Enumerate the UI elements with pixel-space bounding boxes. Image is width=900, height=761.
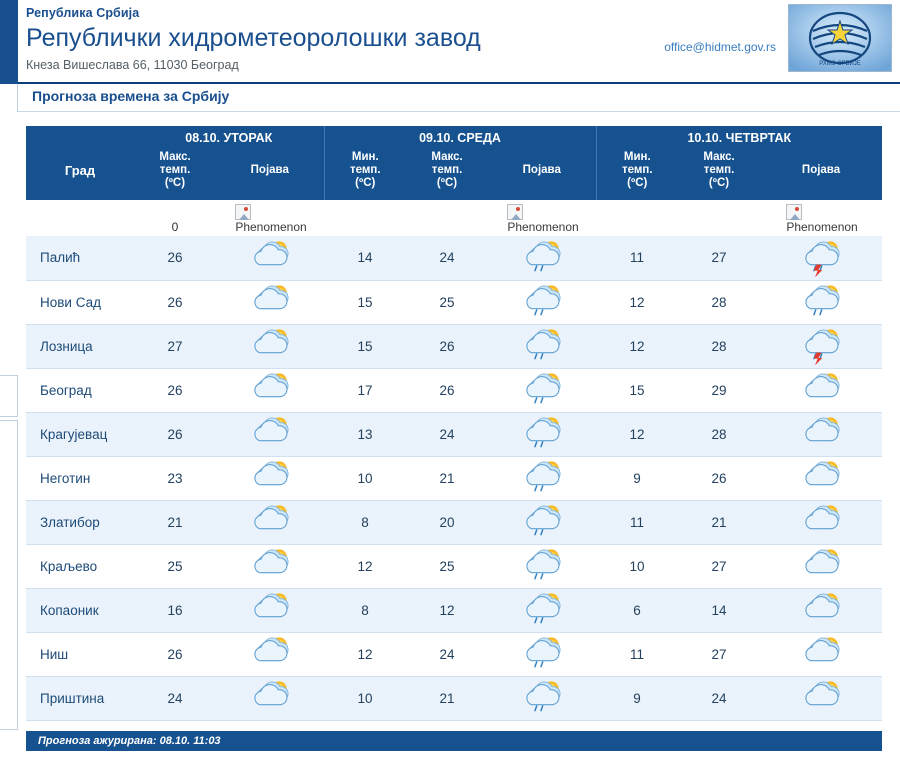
table-cell-d3-max: 26 xyxy=(678,456,760,500)
table-row xyxy=(26,500,882,544)
weather-icon-sun-behind-cloud-rain xyxy=(488,676,596,720)
table-cell-d1-max: 26 xyxy=(134,368,216,412)
col-header-d2-max: Макс. темп. (ºC) xyxy=(406,149,488,200)
col-header-d3-phenomenon: Појава xyxy=(760,149,882,200)
table-cell-d1-max: 26 xyxy=(134,632,216,676)
table-cell-d3-min: 12 xyxy=(596,324,678,368)
weather-icon-sun-behind-cloud xyxy=(760,368,882,412)
day-header-2: 09.10. СРЕДА xyxy=(324,126,596,149)
weather-icon-sun-behind-cloud-rain xyxy=(760,280,882,324)
col-header-d2-phenomenon: Појава xyxy=(488,149,596,200)
table-cell-d3-min: 9 xyxy=(596,676,678,720)
table-cell-city: Нови Сад xyxy=(26,280,134,324)
table-cell-d1-max: 24 xyxy=(134,676,216,720)
table-cell-d3-max: 28 xyxy=(678,412,760,456)
country-label: Република Србија xyxy=(26,6,140,20)
weather-icon-sun-behind-cloud xyxy=(760,456,882,500)
weather-icon-sun-behind-cloud xyxy=(216,544,324,588)
table-cell-d1-max: 27 xyxy=(134,324,216,368)
weather-icon-sun-behind-cloud xyxy=(760,544,882,588)
header-left-accent-bar xyxy=(0,0,18,84)
table-row xyxy=(26,676,882,720)
table-cell-city: Лозница xyxy=(26,324,134,368)
table-row xyxy=(26,324,882,368)
table-cell-d2-max: 12 xyxy=(406,588,488,632)
forecast-table xyxy=(26,126,882,721)
broken-image-icon xyxy=(235,204,251,220)
organization-name: Републички хидрометеоролошки завод xyxy=(26,24,481,52)
table-cell-city: Неготин xyxy=(26,456,134,500)
table-cell-d1-max: 23 xyxy=(134,456,216,500)
broken-image-alt-1: Phenomenon xyxy=(235,220,307,234)
table-cell-d1-max: 26 xyxy=(134,280,216,324)
table-row xyxy=(26,280,882,324)
table-cell-d2-max: 21 xyxy=(406,676,488,720)
col-header-d3-max: Макс. темп. (ºC) xyxy=(678,149,760,200)
weather-icon-sun-behind-cloud xyxy=(216,676,324,720)
page-title-bar xyxy=(0,84,900,112)
page-title: Прогноза времена за Србију xyxy=(32,88,230,104)
weather-icon-sun-behind-cloud xyxy=(216,588,324,632)
weather-icon-sun-behind-cloud xyxy=(216,412,324,456)
weather-icon-sun-behind-cloud xyxy=(760,588,882,632)
broken-row-city-cell xyxy=(26,200,134,236)
column-header-row xyxy=(26,149,882,200)
table-cell-d1-max: 25 xyxy=(134,544,216,588)
weather-icon-sun-behind-cloud-rain xyxy=(488,324,596,368)
contact-email[interactable]: office@hidmet.gov.rs xyxy=(664,40,776,54)
table-row xyxy=(26,544,882,588)
weather-icon-sun-behind-cloud xyxy=(216,500,324,544)
weather-icon-sun-behind-cloud-thunder xyxy=(760,236,882,280)
weather-icon-sun-behind-cloud-rain xyxy=(488,632,596,676)
day-header-3: 10.10. ЧЕТВРТАК xyxy=(596,126,882,149)
table-row xyxy=(26,632,882,676)
table-cell-d3-max: 28 xyxy=(678,280,760,324)
broken-image-icon xyxy=(507,204,523,220)
broken-image-d2 xyxy=(488,200,596,236)
broken-row-spacer-3 xyxy=(596,200,678,236)
table-cell-d3-max: 27 xyxy=(678,632,760,676)
weather-icon-sun-behind-cloud-rain xyxy=(488,236,596,280)
table-cell-city: Крагујевац xyxy=(26,412,134,456)
broken-image-icon xyxy=(786,204,802,220)
broken-row-spacer-4 xyxy=(678,200,760,236)
table-cell-d3-min: 12 xyxy=(596,280,678,324)
table-row xyxy=(26,236,882,280)
table-cell-d2-max: 25 xyxy=(406,544,488,588)
left-rail-top xyxy=(0,375,18,417)
broken-image-alt-2: Phenomenon xyxy=(507,220,579,234)
weather-icon-sun-behind-cloud-rain xyxy=(488,588,596,632)
table-cell-d3-max: 27 xyxy=(678,544,760,588)
zero-value-cell: 0 xyxy=(134,200,216,236)
col-header-d2-min: Мин. темп. (ºC) xyxy=(324,149,406,200)
table-cell-d2-min: 8 xyxy=(324,500,406,544)
table-cell-d2-min: 15 xyxy=(324,280,406,324)
weather-icon-sun-behind-cloud-rain xyxy=(488,544,596,588)
weather-icon-sun-behind-cloud xyxy=(760,500,882,544)
broken-image-row xyxy=(26,200,882,236)
table-cell-d2-max: 24 xyxy=(406,412,488,456)
weather-icon-sun-behind-cloud xyxy=(760,632,882,676)
table-row xyxy=(26,412,882,456)
page-bottom-margin xyxy=(0,752,900,761)
col-header-city: Град xyxy=(26,149,134,200)
broken-row-spacer-1 xyxy=(324,200,406,236)
table-cell-d3-max: 27 xyxy=(678,236,760,280)
table-cell-d3-min: 15 xyxy=(596,368,678,412)
table-cell-d1-max: 16 xyxy=(134,588,216,632)
weather-icon-sun-behind-cloud-rain xyxy=(488,456,596,500)
weather-icon-sun-behind-cloud-rain xyxy=(488,500,596,544)
table-cell-d3-min: 11 xyxy=(596,236,678,280)
table-cell-d2-max: 25 xyxy=(406,280,488,324)
header-text-block xyxy=(26,6,481,73)
table-cell-d1-max: 26 xyxy=(134,236,216,280)
broken-image-d3 xyxy=(760,200,882,236)
day-header-spacer xyxy=(26,126,134,149)
table-cell-d2-max: 24 xyxy=(406,632,488,676)
table-cell-d3-max: 21 xyxy=(678,500,760,544)
weather-icon-sun-behind-cloud-rain xyxy=(488,280,596,324)
weather-icon-sun-behind-cloud xyxy=(760,676,882,720)
table-cell-d2-min: 12 xyxy=(324,632,406,676)
weather-icon-sun-behind-cloud-thunder xyxy=(760,324,882,368)
table-cell-d1-max: 26 xyxy=(134,412,216,456)
table-cell-city: Палић xyxy=(26,236,134,280)
col-header-d1-max: Макс. темп. (ºC) xyxy=(134,149,216,200)
col-header-d1-phenomenon: Појава xyxy=(216,149,324,200)
weather-icon-sun-behind-cloud-rain xyxy=(488,412,596,456)
organization-address: Кнеза Вишеслава 66, 11030 Београд xyxy=(26,58,239,72)
rhmz-logo xyxy=(788,4,892,72)
broken-image-alt-3: Phenomenon xyxy=(786,220,858,234)
table-cell-city: Ниш xyxy=(26,632,134,676)
table-cell-city: Београд xyxy=(26,368,134,412)
weather-icon-sun-behind-cloud xyxy=(216,280,324,324)
table-cell-city: Приштина xyxy=(26,676,134,720)
forecast-table-body xyxy=(26,200,882,720)
table-cell-d2-max: 26 xyxy=(406,324,488,368)
table-cell-d3-min: 6 xyxy=(596,588,678,632)
table-cell-d3-min: 10 xyxy=(596,544,678,588)
table-cell-d1-max: 21 xyxy=(134,500,216,544)
table-cell-d3-min: 11 xyxy=(596,632,678,676)
table-cell-d3-max: 14 xyxy=(678,588,760,632)
title-left-edge xyxy=(0,84,18,112)
forecast-updated-bar: Прогноза ажурирана: 08.10. 11:03 xyxy=(26,731,882,751)
broken-image-d1 xyxy=(216,200,324,236)
table-cell-city: Копаоник xyxy=(26,588,134,632)
table-cell-city: Краљево xyxy=(26,544,134,588)
table-cell-d3-max: 24 xyxy=(678,676,760,720)
table-row xyxy=(26,456,882,500)
svg-text:РХМЗ СРБИЈЕ: РХМЗ СРБИЈЕ xyxy=(819,61,861,67)
table-cell-d2-min: 10 xyxy=(324,676,406,720)
table-cell-d2-min: 12 xyxy=(324,544,406,588)
table-cell-d2-min: 17 xyxy=(324,368,406,412)
table-cell-d2-min: 10 xyxy=(324,456,406,500)
table-cell-city: Златибор xyxy=(26,500,134,544)
col-header-d3-min: Мин. темп. (ºC) xyxy=(596,149,678,200)
day-header-1: 08.10. УТОРАК xyxy=(134,126,324,149)
table-cell-d2-max: 24 xyxy=(406,236,488,280)
table-cell-d2-min: 15 xyxy=(324,324,406,368)
broken-row-spacer-2 xyxy=(406,200,488,236)
table-cell-d3-min: 12 xyxy=(596,412,678,456)
weather-icon-sun-behind-cloud xyxy=(216,324,324,368)
left-rail-bottom xyxy=(0,420,18,730)
table-row xyxy=(26,588,882,632)
table-cell-d3-max: 28 xyxy=(678,324,760,368)
table-cell-d2-min: 14 xyxy=(324,236,406,280)
table-cell-d3-min: 9 xyxy=(596,456,678,500)
table-cell-d2-max: 21 xyxy=(406,456,488,500)
table-cell-d2-max: 26 xyxy=(406,368,488,412)
table-cell-d2-min: 13 xyxy=(324,412,406,456)
forecast-table-wrap xyxy=(26,126,882,721)
table-cell-d3-min: 11 xyxy=(596,500,678,544)
weather-icon-sun-behind-cloud xyxy=(216,632,324,676)
weather-icon-sun-behind-cloud-rain xyxy=(488,368,596,412)
site-header xyxy=(0,0,900,84)
table-cell-d2-min: 8 xyxy=(324,588,406,632)
table-row xyxy=(26,368,882,412)
weather-icon-sun-behind-cloud xyxy=(760,412,882,456)
weather-icon-sun-behind-cloud xyxy=(216,368,324,412)
day-header-row xyxy=(26,126,882,149)
table-cell-d3-max: 29 xyxy=(678,368,760,412)
table-cell-d2-max: 20 xyxy=(406,500,488,544)
weather-icon-sun-behind-cloud xyxy=(216,456,324,500)
weather-icon-sun-behind-cloud xyxy=(216,236,324,280)
